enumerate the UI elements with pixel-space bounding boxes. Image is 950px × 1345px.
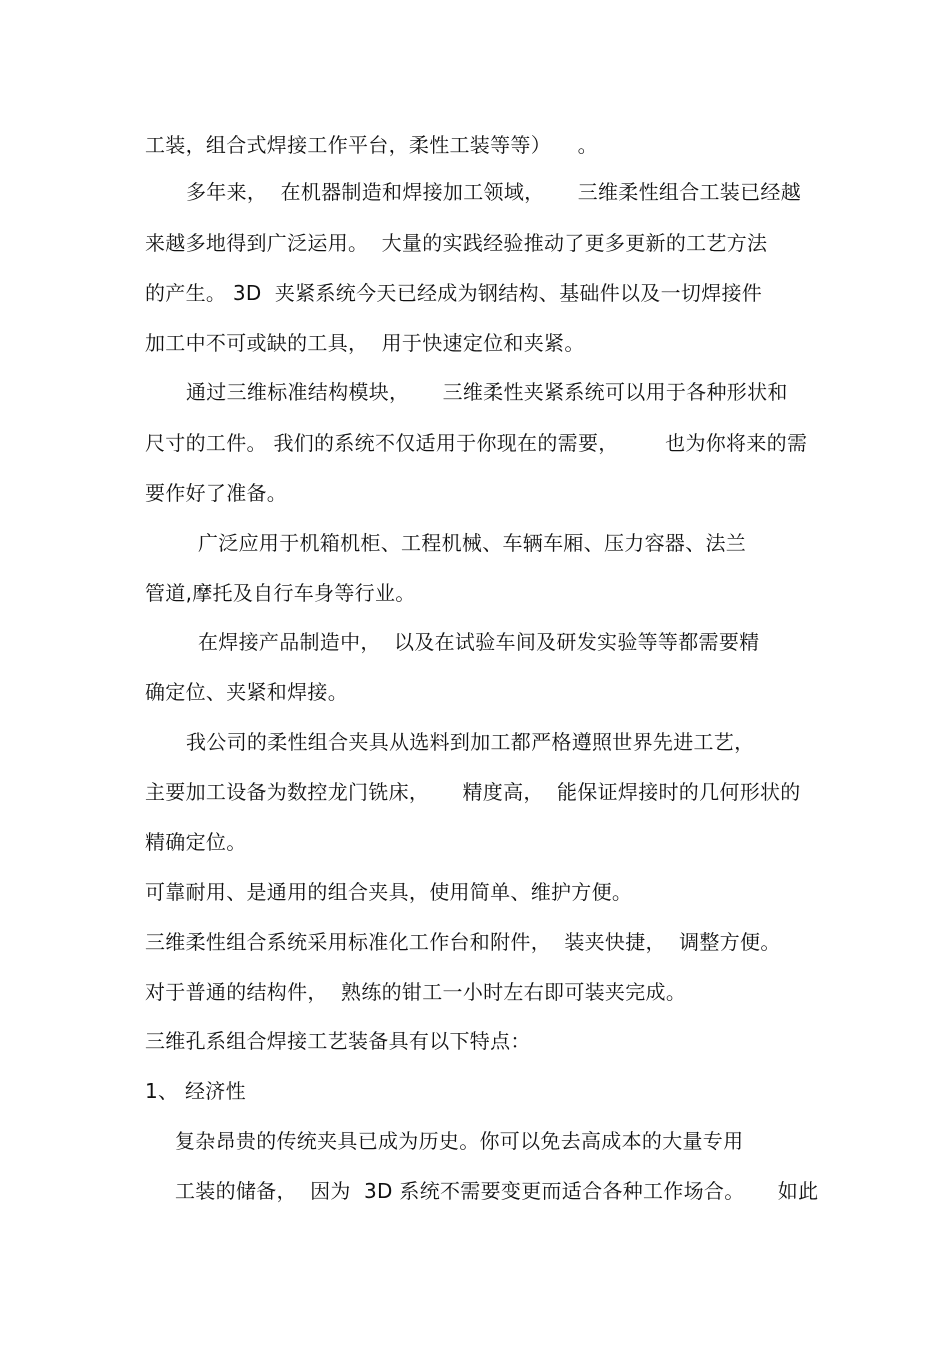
- text-line: 工装的储备， 因为 3D 系统不需要变更而适合各种工作场合。 如此: [175, 1179, 819, 1203]
- text-line: 工装，组合式焊接工作平台，柔性工装等等） 。: [145, 133, 598, 157]
- text-line: 的产生。 3D 夹紧系统今天已经成为钢结构、基础件以及一切焊接件: [145, 281, 763, 305]
- text-line: 可靠耐用、是通用的组合夹具，使用简单、维护方便。: [145, 880, 633, 904]
- text-line: 我公司的柔性组合夹具从选料到加工都严格遵照世界先进工艺，: [186, 730, 755, 754]
- text-line: 要作好了准备。: [145, 481, 288, 505]
- text-line: 尺寸的工件。 我们的系统不仅适用于你现在的需要， 也为你将来的需: [145, 431, 808, 455]
- text-line: 广泛应用于机箱机柜、工程机械、车辆车厢、压力容器、法兰: [198, 531, 747, 555]
- text-line: 三维孔系组合焊接工艺装备具有以下特点：: [145, 1029, 531, 1053]
- text-line: 多年来， 在机器制造和焊接加工领域， 三维柔性组合工装已经越: [186, 180, 802, 204]
- text-line: 在焊接产品制造中， 以及在试验车间及研发实验等等都需要精: [198, 630, 760, 654]
- text-line: 通过三维标准结构模块， 三维柔性夹紧系统可以用于各种形状和: [186, 380, 788, 404]
- text-line: 来越多地得到广泛运用。 大量的实践经验推动了更多更新的工艺方法: [145, 231, 768, 255]
- text-line: 主要加工设备为数控龙门铣床， 精度高， 能保证焊接时的几何形状的: [145, 780, 801, 804]
- text-line: 管道,摩托及自行车身等行业。: [145, 581, 416, 605]
- text-line: 复杂昂贵的传统夹具已成为历史。你可以免去高成本的大量专用: [175, 1129, 744, 1153]
- text-line: 确定位、夹紧和焊接。: [145, 680, 348, 704]
- text-line: 三维柔性组合系统采用标准化工作台和附件， 装夹快捷， 调整方便。: [145, 930, 781, 954]
- text-line: 加工中不可或缺的工具， 用于快速定位和夹紧。: [145, 331, 585, 355]
- text-line: 精确定位。: [145, 830, 247, 854]
- list-heading: 1、 经济性: [145, 1079, 246, 1103]
- text-line: 对于普通的结构件， 熟练的钳工一小时左右即可装夹完成。: [145, 980, 687, 1004]
